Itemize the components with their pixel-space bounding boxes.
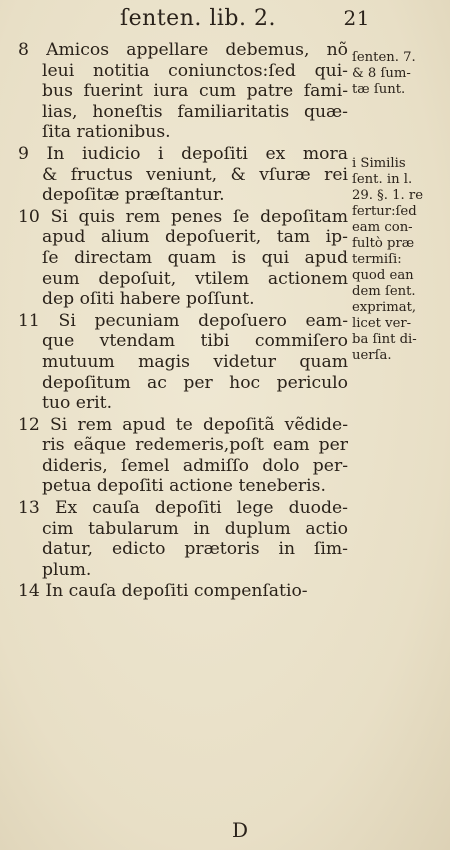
text-line: In iudicio i depoſiti ex mora bbox=[46, 143, 348, 164]
margin-note-line: dem ſent. bbox=[352, 284, 416, 299]
text-line: que vtendam tibi commiſero bbox=[42, 331, 348, 352]
text-line: tuo erit. bbox=[42, 393, 113, 414]
text-line: Si pecuniam depoſuero eam- bbox=[58, 310, 349, 331]
sentence-11 bbox=[18, 311, 348, 414]
sentence-12 bbox=[18, 415, 348, 497]
text-line: In cauſa depoſiti compenſatio- bbox=[45, 581, 308, 602]
text-line: Si rem apud te depoſitã vẽdide- bbox=[50, 414, 349, 435]
sentence-number: 12 bbox=[18, 414, 40, 435]
margin-note-line: fertur:ſed bbox=[352, 204, 417, 219]
margin-note-line: eam con- bbox=[352, 220, 413, 235]
sentence-number: 14 bbox=[18, 581, 40, 602]
text-line: lias, honeſtis familiaritatis quæ- bbox=[42, 101, 348, 122]
margin-note-line: exprimat, bbox=[352, 300, 417, 315]
text-line: apud alium depoſuerit, tam ip- bbox=[42, 227, 348, 248]
text-line: leui notitia coniunctos:ſed qui- bbox=[42, 60, 348, 81]
main-text bbox=[18, 40, 348, 603]
text-line: dideris, ſemel admiſſo dolo per- bbox=[42, 455, 348, 476]
margin-note-line: uerſa. bbox=[352, 348, 392, 363]
text-line: eum depoſuit, vtilem actionem bbox=[42, 268, 348, 289]
margin-note bbox=[352, 156, 444, 364]
sentence-9 bbox=[18, 144, 348, 206]
sentence-number: 10 bbox=[18, 206, 40, 227]
margin-note-line: ba ſint di- bbox=[352, 332, 417, 347]
text-line: plum. bbox=[42, 559, 92, 580]
text-line: petua depoſiti actione teneberis. bbox=[42, 476, 326, 497]
text-line: Amicos appellare debemus, nõ bbox=[46, 40, 348, 60]
margin-note-line: ſent. in l. bbox=[352, 172, 413, 187]
sentence-13 bbox=[18, 498, 348, 580]
page-number: 21 bbox=[343, 6, 370, 30]
text-line: dep oſiti habere poſſunt. bbox=[42, 289, 255, 310]
text-line: ſe directam quam is qui apud bbox=[42, 247, 348, 268]
margin-note-line: & 8 ſum- bbox=[352, 66, 411, 81]
margin-note-line: quod ean bbox=[352, 268, 414, 283]
text-line: bus fuerint iura cum patre fami- bbox=[42, 81, 348, 102]
text-line: cim tabularum in duplum actio bbox=[42, 518, 348, 539]
margin-note-line: tæ ſunt. bbox=[352, 82, 406, 97]
text-line: datur, edicto prætoris in ſim- bbox=[42, 539, 348, 560]
sentence-8 bbox=[18, 40, 348, 143]
margin-note-line: 29. §. 1. re bbox=[352, 188, 424, 203]
margin-note-line: licet ver- bbox=[352, 316, 412, 331]
sentence-number: 13 bbox=[18, 498, 40, 519]
margin-note-line: i Similis bbox=[352, 156, 406, 171]
text-line: ſita rationibus. bbox=[42, 122, 171, 143]
running-title: ſenten. lib. 2. bbox=[120, 6, 276, 31]
text-line: depoſitum ac per hoc periculo bbox=[42, 372, 348, 393]
margin-note-line: ſenten. 7. bbox=[352, 50, 416, 65]
text-line: Si quis rem penes ſe depoſitam bbox=[50, 206, 349, 227]
sentence-14 bbox=[18, 581, 348, 602]
margin-note-line: termiſi: bbox=[352, 252, 402, 267]
margin-note bbox=[352, 50, 444, 98]
margin-notes bbox=[352, 50, 444, 364]
sentence-number: 11 bbox=[18, 310, 40, 331]
sentence-number: 9 bbox=[18, 143, 29, 164]
running-header bbox=[120, 6, 370, 34]
text-line: depoſitæ præſtantur. bbox=[42, 185, 225, 206]
text-line: mutuum magis videtur quam bbox=[42, 351, 348, 372]
text-line: Ex cauſa depoſiti lege duode- bbox=[54, 498, 348, 519]
catchword: D bbox=[232, 818, 249, 842]
sentence-10 bbox=[18, 207, 348, 310]
text-line: & fructus veniunt, & vſuræ rei bbox=[42, 164, 348, 185]
text-line: ris eãque redemeris,poſt eam per bbox=[42, 435, 348, 456]
sentence-number: 8 bbox=[18, 40, 29, 60]
margin-note-line: fultò præ bbox=[352, 236, 415, 251]
